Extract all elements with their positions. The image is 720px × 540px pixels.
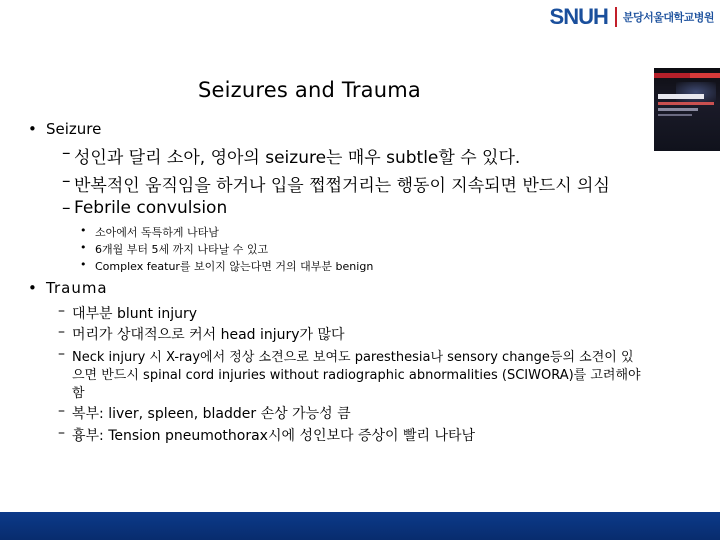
- section-heading-trauma: Trauma: [46, 279, 108, 297]
- bullet: •: [28, 279, 37, 297]
- slide-title: Seizures and Trauma: [198, 78, 421, 102]
- logo-mark: SNUH: [549, 4, 608, 29]
- footer-bar: [0, 512, 720, 540]
- hospital-logo: [550, 4, 714, 30]
- dash-bullet: –: [58, 324, 65, 340]
- list-item: Febrile convulsion: [74, 198, 228, 218]
- dash-bullet: –: [58, 346, 65, 362]
- book-cover-icon: [654, 68, 720, 151]
- list-item: Neck injury 시 X-ray에서 정상 소견으로 보여도 paresthesia나 sensory change등의 소견이 있: [72, 350, 634, 365]
- sub-bullet: •: [80, 258, 87, 271]
- section-heading-seizure: Seizure: [46, 120, 102, 138]
- logo-text: 분당서울대학교병원: [622, 11, 714, 24]
- dash-bullet: –: [58, 425, 65, 441]
- list-item: 반복적인 움직임을 하거나 입을 쩝쩝거리는 행동이 지속되면 반드시 의심: [74, 176, 610, 196]
- list-item: 복부: liver, spleen, bladder 손상 가능성 큼: [72, 406, 351, 422]
- sub-list-item: 소아에서 독특하게 나타남: [95, 226, 219, 239]
- sub-list-item: 6개월 부터 5세 까지 나타날 수 있고: [95, 243, 269, 256]
- logo-divider: [615, 7, 617, 27]
- list-item-continued: 함: [72, 386, 85, 401]
- dash-bullet: –: [62, 171, 71, 191]
- list-item: 대부분 blunt injury: [72, 306, 198, 322]
- dash-bullet: –: [58, 303, 65, 319]
- sub-list-item: Complex featur를 보이지 않는다면 거의 대부분 benign: [95, 260, 374, 273]
- dash-bullet: –: [62, 198, 71, 218]
- bullet: •: [28, 120, 37, 138]
- sub-bullet: •: [80, 224, 87, 237]
- list-item-continued: 으면 반드시 spinal cord injuries without radiographic abnormalities (SCIWORA)를 고려해야: [72, 368, 641, 383]
- dash-bullet: –: [58, 403, 65, 419]
- list-item: 흉부: Tension pneumothorax시에 성인보다 증상이 빨리 나타남: [72, 428, 476, 444]
- list-item: 성인과 달리 소아, 영아의 seizure는 매우 subtle할 수 있다.: [74, 148, 521, 168]
- list-item: 머리가 상대적으로 커서 head injury가 많다: [72, 327, 345, 343]
- sub-bullet: •: [80, 241, 87, 254]
- dash-bullet: –: [62, 143, 71, 163]
